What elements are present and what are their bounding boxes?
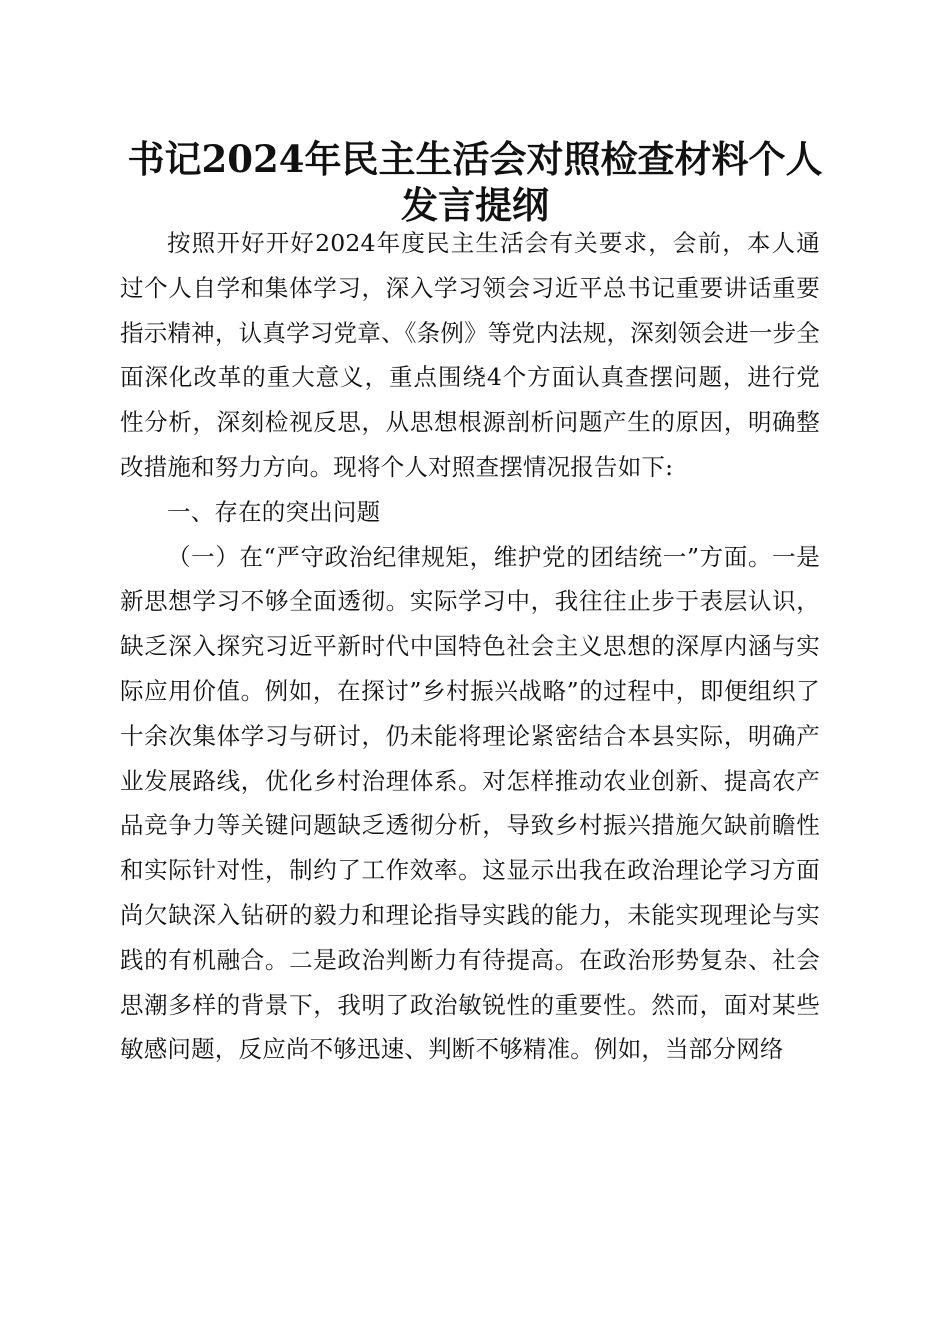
intro-paragraph: 按照开好开好2024年度民主生活会有关要求，会前，本人通过个人自学和集体学习，深入学习领会习近平总书记重要讲话重要指示精神，认真学习党章、《条例》等党内法规，深刻领会进一步全面深化改革的重大意义，重点围绕4个方面认真查摆问题，进行党性分析，深刻检视反思，从思想根源剖析问题产生的原因，明确整改措施和努力方向。现将个人对照查摆情况报告如下: [120,229,820,481]
section-paragraph: （一）在“严守政治纪律规矩，维护党的团结统一”方面。一是新思想学习不够全面透彻。实际学习中，我往往止步于表层认识，缺乏深入探究习近平新时代中国特色社会主义思想的深厚内涵与实际应用价值。例如，在探讨”乡村振兴战略”的过程中，即便组织了十余次集体学习与研讨，仍未能将理论紧密结合本县实际，明确产业发展路线，优化乡村治理体系。对怎样推动农业创新、提高农产品竞争力等关键问题缺乏透彻分析，导致乡村振兴措施欠缺前瞻性和实际针对性，制约了工作效率。这显示出我在政治理论学习方面尚欠缺深入钻研的毅力和理论指导实践的能力，未能实现理论与实践的有机融合。二是政治判断力有待提高。在政治形势复杂、社会思潮多样的背景下，我明了政治敏锐性的重要性。然而，面对某些敏感问题，反应尚不够迅速、判断不够精准。例如，当部分网络 [120,542,820,1064]
section-heading: 一、存在的突出问题 [167,497,381,526]
document-body [120,221,820,1072]
document-title: 书记2024年民主生活会对照检查材料个人发言提纲 [127,137,823,227]
